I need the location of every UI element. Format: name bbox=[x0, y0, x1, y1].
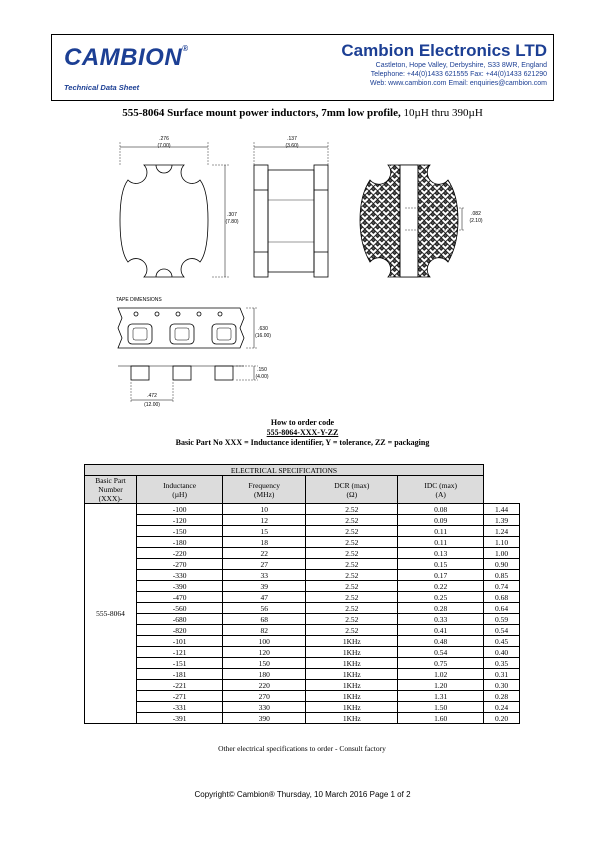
table-cell: 0.64 bbox=[484, 603, 520, 614]
table-cell: 33 bbox=[223, 570, 306, 581]
table-cell: 68 bbox=[223, 614, 306, 625]
table-cell: 0.11 bbox=[398, 526, 484, 537]
table-cell: 1.02 bbox=[398, 669, 484, 680]
table-cell: 1.39 bbox=[484, 515, 520, 526]
part-base-cell: 555-8064 bbox=[85, 504, 137, 724]
cambion-logo: CAMBION® bbox=[64, 44, 189, 71]
footnote: Other electrical specifications to order - Consult factory bbox=[218, 744, 386, 753]
company-phone: Telephone: +44(0)1433 621555 Fax: +44(0)1433 621290 bbox=[370, 71, 547, 78]
table-cell: 56 bbox=[223, 603, 306, 614]
table-cell: -220 bbox=[137, 548, 223, 559]
table-cell: 180 bbox=[223, 669, 306, 680]
table-cell: 390 bbox=[223, 713, 306, 724]
tape-depth-mm-text: (4.00) bbox=[255, 374, 269, 380]
table-cell: 2.52 bbox=[306, 614, 398, 625]
tape-depth-text: .150 bbox=[257, 367, 267, 373]
table-cell: 0.33 bbox=[398, 614, 484, 625]
table-row bbox=[85, 504, 520, 515]
tape-width-mm-text: (16.00) bbox=[255, 333, 271, 339]
table-cell: -151 bbox=[137, 658, 223, 669]
table-cell: 1KHz bbox=[306, 658, 398, 669]
table-cell: 0.54 bbox=[484, 625, 520, 636]
table-cell: 18 bbox=[223, 537, 306, 548]
table-cell: 47 bbox=[223, 592, 306, 603]
table-cell: 1KHz bbox=[306, 702, 398, 713]
table-cell: 1.44 bbox=[484, 504, 520, 515]
table-row bbox=[85, 526, 520, 537]
table-cell: 12 bbox=[223, 515, 306, 526]
table-cell: 0.74 bbox=[484, 581, 520, 592]
technical-drawing bbox=[0, 0, 595, 420]
table-cell: -121 bbox=[137, 647, 223, 658]
table-cell: -391 bbox=[137, 713, 223, 724]
order-legend: Basic Part No XXX = Inductance identifier, Y = tolerance, ZZ = packaging bbox=[175, 438, 430, 447]
table-cell: -180 bbox=[137, 537, 223, 548]
company-name: Cambion Electronics LTD bbox=[341, 41, 547, 60]
table-cell: 0.54 bbox=[398, 647, 484, 658]
table-row bbox=[85, 669, 520, 680]
table-cell: 330 bbox=[223, 702, 306, 713]
table-cell: 100 bbox=[223, 636, 306, 647]
table-cell: 2.52 bbox=[306, 548, 398, 559]
table-cell: 2.52 bbox=[306, 559, 398, 570]
table-row bbox=[85, 559, 520, 570]
col-header: DCR (max) (Ω) bbox=[306, 476, 398, 504]
col-header: IDC (max) (A) bbox=[398, 476, 484, 504]
table-cell: 0.22 bbox=[398, 581, 484, 592]
table-cell: 0.25 bbox=[398, 592, 484, 603]
table-cell: 2.52 bbox=[306, 581, 398, 592]
table-row bbox=[85, 658, 520, 669]
table-cell: 2.52 bbox=[306, 603, 398, 614]
table-cell: 1KHz bbox=[306, 713, 398, 724]
dim-width-text: .276 bbox=[159, 136, 169, 142]
tagline: Technical Data Sheet bbox=[64, 83, 140, 92]
table-cell: 2.52 bbox=[306, 504, 398, 515]
table-cell: 0.30 bbox=[484, 680, 520, 691]
table-cell: 0.45 bbox=[484, 636, 520, 647]
table-cell: 120 bbox=[223, 647, 306, 658]
col-header: Frequency (MHz) bbox=[223, 476, 306, 504]
tape-drawing bbox=[118, 308, 258, 402]
table-cell: 1KHz bbox=[306, 680, 398, 691]
table-cell: -181 bbox=[137, 669, 223, 680]
table-cell: 82 bbox=[223, 625, 306, 636]
table-cell: 0.28 bbox=[398, 603, 484, 614]
table-cell: 0.15 bbox=[398, 559, 484, 570]
table-cell: -150 bbox=[137, 526, 223, 537]
table-row bbox=[85, 636, 520, 647]
table-cell: 10 bbox=[223, 504, 306, 515]
table-cell: -100 bbox=[137, 504, 223, 515]
table-row bbox=[85, 702, 520, 713]
table-cell: 2.52 bbox=[306, 570, 398, 581]
table-cell: 0.41 bbox=[398, 625, 484, 636]
table-cell: -331 bbox=[137, 702, 223, 713]
table-row bbox=[85, 570, 520, 581]
table-cell: 0.59 bbox=[484, 614, 520, 625]
order-info bbox=[51, 418, 554, 448]
order-code: 555-8064-XXX-Y-ZZ bbox=[266, 428, 339, 437]
dim-width-mm-text: (7.00) bbox=[157, 143, 171, 149]
side-view-drawing bbox=[254, 142, 328, 277]
table-cell: 270 bbox=[223, 691, 306, 702]
table-cell: 27 bbox=[223, 559, 306, 570]
dim-wire-mm-text: (2.10) bbox=[469, 218, 483, 224]
table-cell: 0.48 bbox=[398, 636, 484, 647]
table-cell: 0.09 bbox=[398, 515, 484, 526]
table-cell: -221 bbox=[137, 680, 223, 691]
dim-depth-mm-text: (3.60) bbox=[285, 143, 299, 149]
table-cell: 1KHz bbox=[306, 669, 398, 680]
table-caption: ELECTRICAL SPECIFICATIONS bbox=[85, 465, 484, 476]
table-cell: 1.50 bbox=[398, 702, 484, 713]
order-heading: How to order code bbox=[270, 418, 335, 427]
col-header: Basic Part Number (XXX)- bbox=[85, 476, 137, 504]
table-cell: -470 bbox=[137, 592, 223, 603]
table-cell: 2.52 bbox=[306, 592, 398, 603]
table-cell: 0.17 bbox=[398, 570, 484, 581]
table-row bbox=[85, 614, 520, 625]
table-row bbox=[85, 603, 520, 614]
tape-pitch-text: .472 bbox=[147, 393, 157, 399]
table-row bbox=[85, 625, 520, 636]
table-cell: 0.08 bbox=[398, 504, 484, 515]
table-row bbox=[85, 592, 520, 603]
table-row bbox=[85, 581, 520, 592]
table-cell: 22 bbox=[223, 548, 306, 559]
table-cell: 0.75 bbox=[398, 658, 484, 669]
table-cell: 0.68 bbox=[484, 592, 520, 603]
table-cell: 2.52 bbox=[306, 515, 398, 526]
table-cell: 1KHz bbox=[306, 647, 398, 658]
table-cell: 1KHz bbox=[306, 636, 398, 647]
dim-height-mm-text: (7.80) bbox=[225, 219, 239, 225]
table-cell: 0.13 bbox=[398, 548, 484, 559]
table-cell: 2.52 bbox=[306, 526, 398, 537]
table-cell: 0.28 bbox=[484, 691, 520, 702]
table-cell: 2.52 bbox=[306, 625, 398, 636]
table-row bbox=[85, 515, 520, 526]
company-web: Web: www.cambion.com Email: enquiries@cambion.com bbox=[370, 80, 547, 87]
table-cell: 1.24 bbox=[484, 526, 520, 537]
table-row bbox=[85, 548, 520, 559]
company-address: Castleton, Hope Valley, Derbyshire, S33 8WR, England bbox=[375, 62, 547, 69]
table-cell: 39 bbox=[223, 581, 306, 592]
dim-wire-text: .082 bbox=[471, 211, 481, 217]
tape-dimensions-label: TAPE DIMENSIONS bbox=[116, 297, 162, 303]
table-cell: -330 bbox=[137, 570, 223, 581]
table-cell: 1.60 bbox=[398, 713, 484, 724]
page-title: 555-8064 Surface mount power inductors, 7mm low profile, 10µH thru 390µH bbox=[122, 107, 483, 119]
table-cell: -120 bbox=[137, 515, 223, 526]
table-cell: 0.40 bbox=[484, 647, 520, 658]
table-cell: -820 bbox=[137, 625, 223, 636]
table-row bbox=[85, 713, 520, 724]
table-row bbox=[85, 537, 520, 548]
table-cell: 0.31 bbox=[484, 669, 520, 680]
table-cell: 0.20 bbox=[484, 713, 520, 724]
table-cell: 1.20 bbox=[398, 680, 484, 691]
table-cell: 1.31 bbox=[398, 691, 484, 702]
table-cell: -680 bbox=[137, 614, 223, 625]
table-cell: 1.00 bbox=[484, 548, 520, 559]
tape-pitch-mm-text: (12.00) bbox=[144, 402, 160, 408]
table-cell: 1KHz bbox=[306, 691, 398, 702]
table-cell: -560 bbox=[137, 603, 223, 614]
table-cell: 2.52 bbox=[306, 537, 398, 548]
tape-width-text: .630 bbox=[258, 326, 268, 332]
table-cell: 0.11 bbox=[398, 537, 484, 548]
table-cell: 1.10 bbox=[484, 537, 520, 548]
table-cell: 0.35 bbox=[484, 658, 520, 669]
table-row bbox=[85, 647, 520, 658]
dim-depth-text: .137 bbox=[287, 136, 297, 142]
table-cell: 150 bbox=[223, 658, 306, 669]
table-header-row bbox=[85, 476, 520, 504]
table-cell: 0.90 bbox=[484, 559, 520, 570]
table-cell: -101 bbox=[137, 636, 223, 647]
table-row bbox=[85, 691, 520, 702]
table-cell: -270 bbox=[137, 559, 223, 570]
section-view-drawing bbox=[360, 165, 465, 277]
top-view-drawing bbox=[120, 142, 230, 277]
table-cell: 0.24 bbox=[484, 702, 520, 713]
table-cell: -390 bbox=[137, 581, 223, 592]
table-cell: -271 bbox=[137, 691, 223, 702]
table-cell: 15 bbox=[223, 526, 306, 537]
table-row bbox=[85, 680, 520, 691]
table-cell: 0.85 bbox=[484, 570, 520, 581]
col-header: Inductance (µH) bbox=[137, 476, 223, 504]
dim-height-text: .307 bbox=[227, 212, 237, 218]
electrical-spec-table bbox=[84, 464, 520, 724]
table-cell: 220 bbox=[223, 680, 306, 691]
page-footer: Copyright© Cambion® Thursday, 10 March 2016 Page 1 of 2 bbox=[194, 790, 411, 799]
